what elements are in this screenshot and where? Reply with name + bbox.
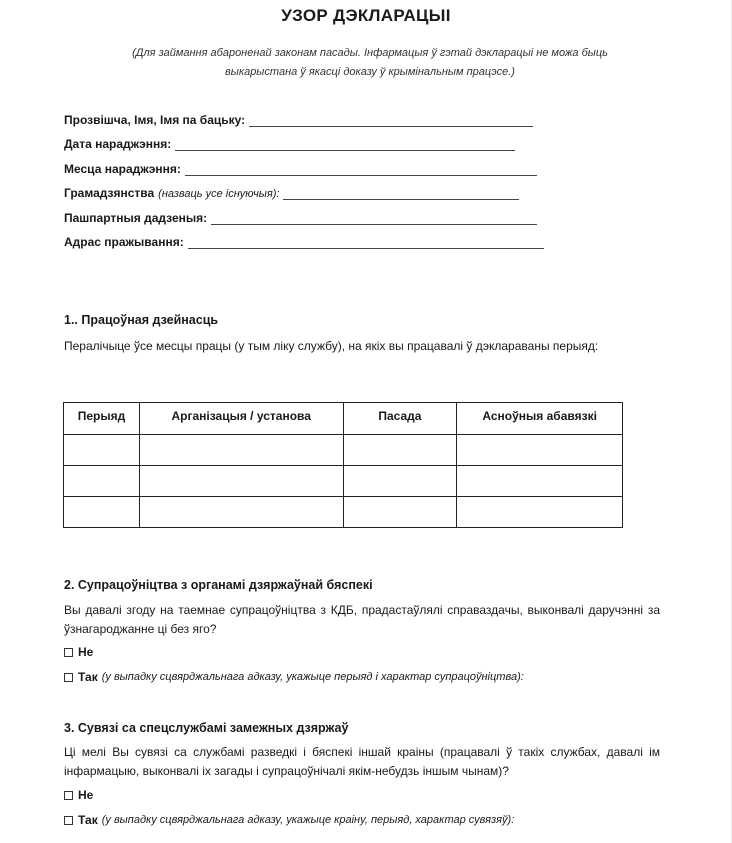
field-label: Месца нараджэння:	[64, 162, 181, 176]
checkbox-icon[interactable]	[64, 673, 73, 682]
table-cell[interactable]	[457, 466, 623, 497]
section-3-option-yes[interactable]	[64, 813, 514, 827]
column-header-duties: Асноўныя абавязкі	[457, 403, 623, 435]
section-2-option-no[interactable]	[64, 645, 93, 659]
field-citizenship	[64, 184, 519, 200]
table-cell[interactable]	[64, 435, 140, 466]
legal-notice-line-2: выкарыстана ў якасці доказу ў крымінальным працэсе.)	[225, 66, 515, 78]
field-hint: (назваць усе існуючыя):	[158, 188, 280, 200]
legal-notice	[70, 44, 670, 82]
section-3-text: Ці мелі Вы сувязі са службамі разведкі і бяспекі іншай краіны (працавалі ў такіх службах, давалі ім інфармацыю, выконвалі іх загады і супрацоўнічалі якім-небудзь іншым чынам)?	[64, 745, 660, 778]
full-name-input-line[interactable]	[249, 114, 533, 127]
work-history-table	[63, 402, 623, 528]
checkbox-icon[interactable]	[64, 648, 73, 657]
passport-input-line[interactable]	[211, 212, 537, 225]
field-label: Пашпартныя дадзеныя:	[64, 211, 208, 225]
section-1-title: 1.. Працоўная дзейнасць	[64, 313, 219, 327]
table-cell[interactable]	[457, 497, 623, 528]
address-input-line[interactable]	[188, 236, 544, 249]
option-hint: (у выпадку сцвярджальнага адказу, укажыце краіну, перыяд, характар сувязяў):	[101, 814, 515, 826]
table-header-row	[64, 403, 623, 435]
section-2-option-yes[interactable]	[64, 670, 524, 684]
section-3-title: 3. Сувязі са спецслужбамі замежных дзяржаў	[64, 721, 349, 735]
field-label: Грамадзянства	[64, 186, 155, 200]
table-cell[interactable]	[139, 497, 343, 528]
option-label: Так	[78, 670, 98, 684]
field-passport	[64, 209, 537, 225]
table-row	[64, 466, 623, 497]
field-label: Адрас пражывання:	[64, 235, 184, 249]
column-header-period: Перыяд	[64, 403, 140, 435]
table-cell[interactable]	[343, 497, 457, 528]
field-address	[64, 233, 544, 249]
table-cell[interactable]	[139, 435, 343, 466]
column-header-organization: Арганізацыя / установа	[139, 403, 343, 435]
legal-notice-line-1: (Для займання абароненай законам пасады. Інфармацыя ў гэтай дэкларацыі не можа быць	[132, 47, 608, 59]
column-header-position: Пасада	[343, 403, 457, 435]
table-cell[interactable]	[343, 466, 457, 497]
section-1-text: Пералічыце ўсе месцы працы (у тым ліку службу), на якіх вы працавалі ў дэклараваны перыяд:	[64, 339, 599, 353]
birth-place-input-line[interactable]	[185, 163, 537, 176]
field-label: Дата нараджэння:	[64, 137, 172, 151]
section-2-title: 2. Супрацоўніцтва з органамі дзяржаўнай бяспекі	[64, 578, 373, 592]
field-label: Прозвішча, Імя, Імя па бацьку:	[64, 113, 246, 127]
checkbox-icon[interactable]	[64, 816, 73, 825]
option-label: Не	[78, 645, 94, 659]
option-hint: (у выпадку сцвярджальнага адказу, укажыце перыяд і характар супрацоўніцтва):	[101, 671, 524, 683]
section-2-text: Вы давалі згоду на таемнае супрацоўніцтва з КДБ, прадастаўлялі справаздачы, выконвалі даручэнні за ўзнагароджанне ці без яго?	[64, 603, 660, 636]
birth-date-input-line[interactable]	[175, 138, 515, 151]
citizenship-input-line[interactable]	[283, 187, 519, 200]
option-label: Не	[78, 788, 94, 802]
document-title: УЗОР ДЭКЛАРАЦЫІ	[281, 6, 451, 25]
section-3-option-no[interactable]	[64, 788, 93, 802]
field-birth-place	[64, 160, 537, 176]
option-label: Так	[78, 813, 98, 827]
table-cell[interactable]	[343, 435, 457, 466]
table-row	[64, 497, 623, 528]
field-birth-date	[64, 135, 515, 151]
table-cell[interactable]	[457, 435, 623, 466]
table-cell[interactable]	[64, 466, 140, 497]
field-full-name	[64, 111, 533, 127]
table-cell[interactable]	[139, 466, 343, 497]
table-cell[interactable]	[64, 497, 140, 528]
table-row	[64, 435, 623, 466]
checkbox-icon[interactable]	[64, 791, 73, 800]
